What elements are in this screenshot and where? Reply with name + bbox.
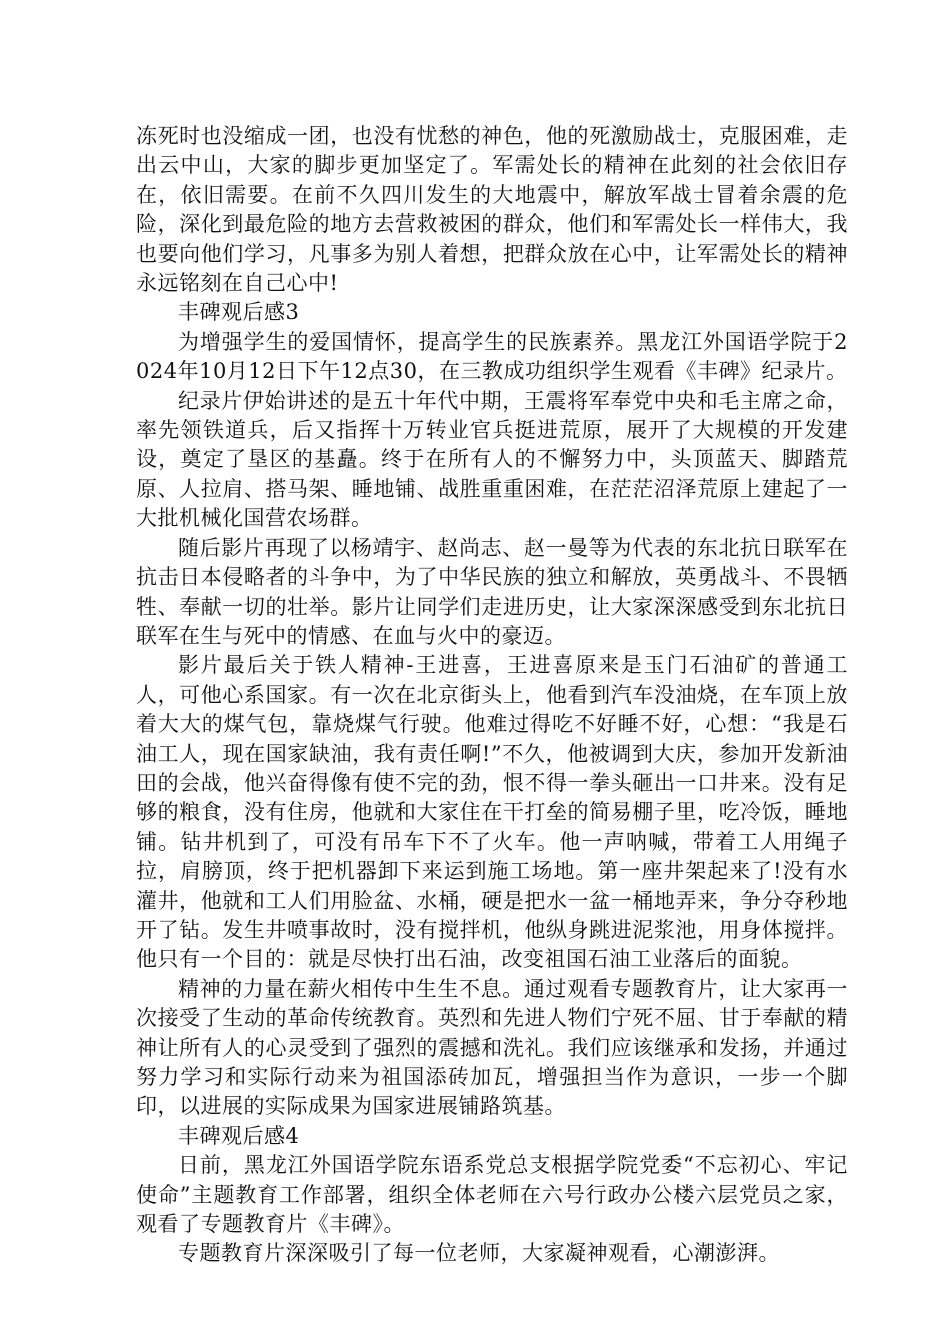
paragraph: 为增强学生的爱国情怀，提高学生的民族素养。黑龙江外国语学院于2024年10月12日下午12点30，在三教成功组织学生观看《丰碑》纪录片。	[136, 329, 848, 384]
section-heading-4: 丰碑观后感4	[178, 1123, 300, 1148]
paragraph: 日前，黑龙江外国语学院东语系党总支根据学院党委“不忘初心、牢记使命”主题教育工作部署，组织全体老师在六号行政办公楼六层党员之家，观看了专题教育片《丰碑》。	[136, 1153, 848, 1237]
paragraph-continued: 冻死时也没缩成一团，也没有忧愁的神色，他的死激励战士，克服困难，走出云中山，大家的脚步更加坚定了。军需处长的精神在此刻的社会依旧存在，依旧需要。在前不久四川发生的大地震中，解放军战士冒着余震的危险，深化到最危险的地方去营救被困的群众，他们和军需处长一样伟大，我也要向他们学习，凡事多为别人着想，把群众放在心中，让军需处长的精神永远铭刻在自己心中!	[136, 124, 848, 296]
paragraph: 专题教育片深深吸引了每一位老师，大家凝神观看，心潮澎湃。	[178, 1241, 780, 1266]
document-body	[136, 122, 848, 1269]
paragraph: 影片最后关于铁人精神-王进喜，王进喜原来是玉门石油矿的普通工人，可他心系国家。有一次在北京街头上，他看到汽车没油烧，在车顶上放着大大的煤气包，靠烧煤气行驶。他难过得吃不好睡不好，心想：“我是石油工人，现在国家缺油，我有责任啊!”不久，他被调到大庆，参加开发新油田的会战，他兴奋得像有使不完的劲，恨不得一拳头砸出一口井来。没有足够的粮食，没有住房，他就和大家住在干打垒的简易棚子里，吃冷饭，睡地铺。钻井机到了，可没有吊车下不了火车。他一声呐喊，带着工人用绳子拉，肩膀顶，终于把机器卸下来运到施工场地。第一座井架起来了!没有水灌井，他就和工人们用脸盆、水桶，硬是把水一盆一桶地弄来，争分夺秒地开了钻。发生井喷事故时，没有搅拌机，他纵身跳进泥浆池，用身体搅拌。他只有一个目的：就是尽快打出石油，改变祖国石油工业落后的面貌。	[136, 653, 848, 972]
paragraph: 纪录片伊始讲述的是五十年代中期，王震将军奉党中央和毛主席之命，率先领铁道兵，后又指挥十万转业官兵挺进荒原，展开了大规模的开发建设，奠定了垦区的基矗。终于在所有人的不懈努力中，头顶蓝天、脚踏荒原、人拉肩、搭马架、睡地铺、战胜重重困难，在茫茫沼泽荒原上建起了一大批机械化国营农场群。	[136, 388, 848, 531]
paragraph: 随后影片再现了以杨靖宇、赵尚志、赵一曼等为代表的东北抗日联军在抗击日本侵略者的斗争中，为了中华民族的独立和解放，英勇战斗、不畏牺牲、奉献一切的壮举。影片让同学们走进历史，让大家深深感受到东北抗日联军在生与死中的情感、在血与火中的豪迈。	[136, 535, 848, 648]
section-heading-3: 丰碑观后感3	[178, 300, 300, 325]
paragraph: 精神的力量在薪火相传中生生不息。通过观看专题教育片，让大家再一次接受了生动的革命传统教育。英烈和先进人物们宁死不屈、甘于奉献的精神让所有人的心灵受到了强烈的震撼和洗礼。我们应该继承和发扬，并通过努力学习和实际行动来为祖国添砖加瓦，增强担当作为意识，一步一个脚印，以进展的实际成果为国家进展铺路筑基。	[136, 976, 848, 1119]
